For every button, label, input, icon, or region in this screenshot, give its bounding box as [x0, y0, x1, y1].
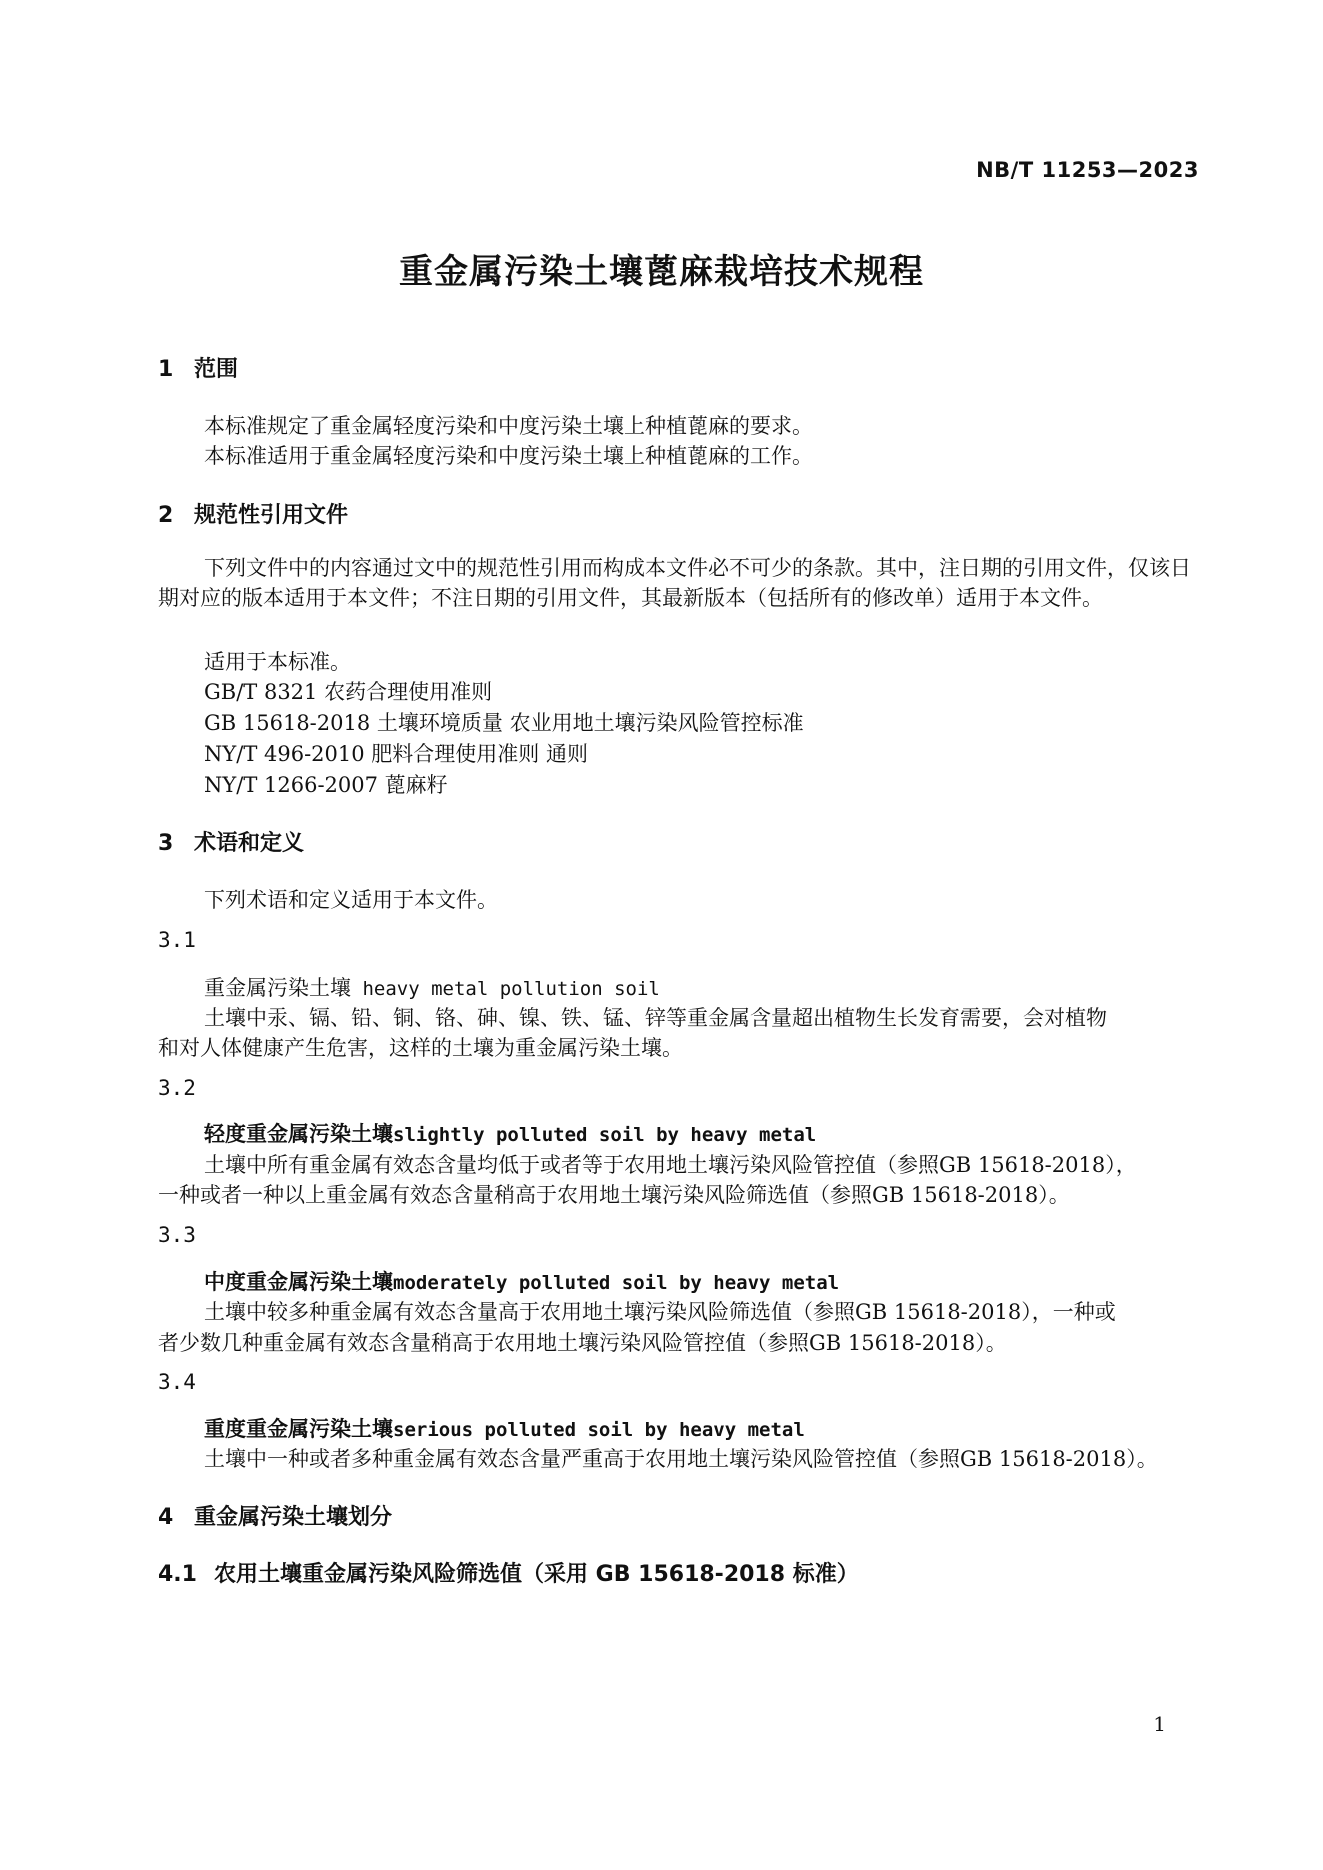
term-zh: 重金属污染土壤 — [204, 976, 351, 1000]
reference-item: NY/T 1266-2007 蓖麻籽 — [204, 773, 448, 797]
term-title — [204, 1266, 839, 1296]
section-4-heading — [158, 1500, 392, 1531]
reference-item: GB 15618-2018 土壤环境质量 农业用地土壤污染风险管控标准 — [204, 711, 804, 735]
references-applies: 适用于本标准。 — [204, 650, 351, 674]
term-en: serious polluted soil by heavy metal — [393, 1419, 805, 1441]
term-number: 3.1 — [158, 928, 196, 952]
section-title: 术语和定义 — [194, 831, 305, 856]
section-title: 范围 — [194, 357, 239, 382]
section-title: 重金属污染土壤划分 — [194, 1505, 393, 1530]
section-number: 3 — [158, 831, 174, 856]
standard-code: NB/T 11253—2023 — [976, 158, 1199, 182]
term-definition: 土壤中所有重金属有效态含量均低于或者等于农用地土壤污染风险管控值（参照GB 15618-2018）， — [204, 1153, 1137, 1177]
terms-intro: 下列术语和定义适用于本文件。 — [204, 888, 498, 912]
term-en: slightly polluted soil by heavy metal — [393, 1124, 817, 1146]
term-definition: 一种或者一种以上重金属有效态含量稍高于农用地土壤污染风险筛选值（参照GB 15618-2018）。 — [158, 1183, 1070, 1207]
term-title — [204, 1413, 805, 1443]
scope-line: 本标准规定了重金属轻度污染和中度污染土壤上种植蓖麻的要求。 — [204, 414, 813, 438]
section-number: 1 — [158, 357, 174, 382]
section-number: 4 — [158, 1505, 174, 1530]
term-en: moderately polluted soil by heavy metal — [393, 1272, 840, 1294]
term-zh: 中度重金属污染土壤 — [204, 1269, 393, 1294]
page-number: 1 — [1153, 1712, 1166, 1736]
term-title — [204, 972, 660, 1002]
references-intro: 下列文件中的内容通过文中的规范性引用而构成本文件必不可少的条款。其中，注日期的引用文件，仅该日期对应的版本适用于本文件；不注日期的引用文件，其最新版本（包括所有的修改单）适用于本文件。 — [158, 556, 1191, 610]
section-2-heading — [158, 498, 348, 529]
section-number: 2 — [158, 503, 174, 528]
section-1-heading — [158, 352, 238, 383]
term-number: 3.2 — [158, 1076, 196, 1100]
term-definition: 者少数几种重金属有效态含量稍高于农用地土壤污染风险管控值（参照GB 15618-2018）。 — [158, 1331, 1007, 1355]
subsection-title: 农用土壤重金属污染风险筛选值（采用 GB 15618-2018 标准） — [214, 1562, 859, 1587]
scope-line: 本标准适用于重金属轻度污染和中度污染土壤上种植蓖麻的工作。 — [204, 444, 813, 468]
term-en: heavy metal pollution soil — [351, 978, 660, 1000]
term-definition: 土壤中汞、镉、铅、铜、铬、砷、镍、铁、锰、锌等重金属含量超出植物生长发育需要，会对植物 — [204, 1006, 1107, 1030]
subsection-4-1-heading — [158, 1557, 859, 1588]
term-number: 3.3 — [158, 1223, 196, 1247]
term-definition: 土壤中较多种重金属有效态含量高于农用地土壤污染风险筛选值（参照GB 15618-2018），一种或 — [204, 1300, 1116, 1324]
reference-item: NY/T 496-2010 肥料合理使用准则 通则 — [204, 742, 588, 766]
term-definition: 和对人体健康产生危害，这样的土壤为重金属污染土壤。 — [158, 1036, 683, 1060]
section-title: 规范性引用文件 — [194, 503, 349, 528]
term-number: 3.4 — [158, 1370, 196, 1394]
reference-item: GB/T 8321 农药合理使用准则 — [204, 680, 493, 704]
subsection-number: 4.1 — [158, 1562, 197, 1587]
document-title: 重金属污染土壤蓖麻栽培技术规程 — [399, 252, 924, 292]
section-3-heading — [158, 826, 304, 857]
term-zh: 重度重金属污染土壤 — [204, 1416, 393, 1441]
term-title — [204, 1118, 816, 1148]
term-zh: 轻度重金属污染土壤 — [204, 1121, 393, 1146]
term-definition: 土壤中一种或者多种重金属有效态含量严重高于农用地土壤污染风险管控值（参照GB 15618-2018）。 — [204, 1447, 1158, 1471]
